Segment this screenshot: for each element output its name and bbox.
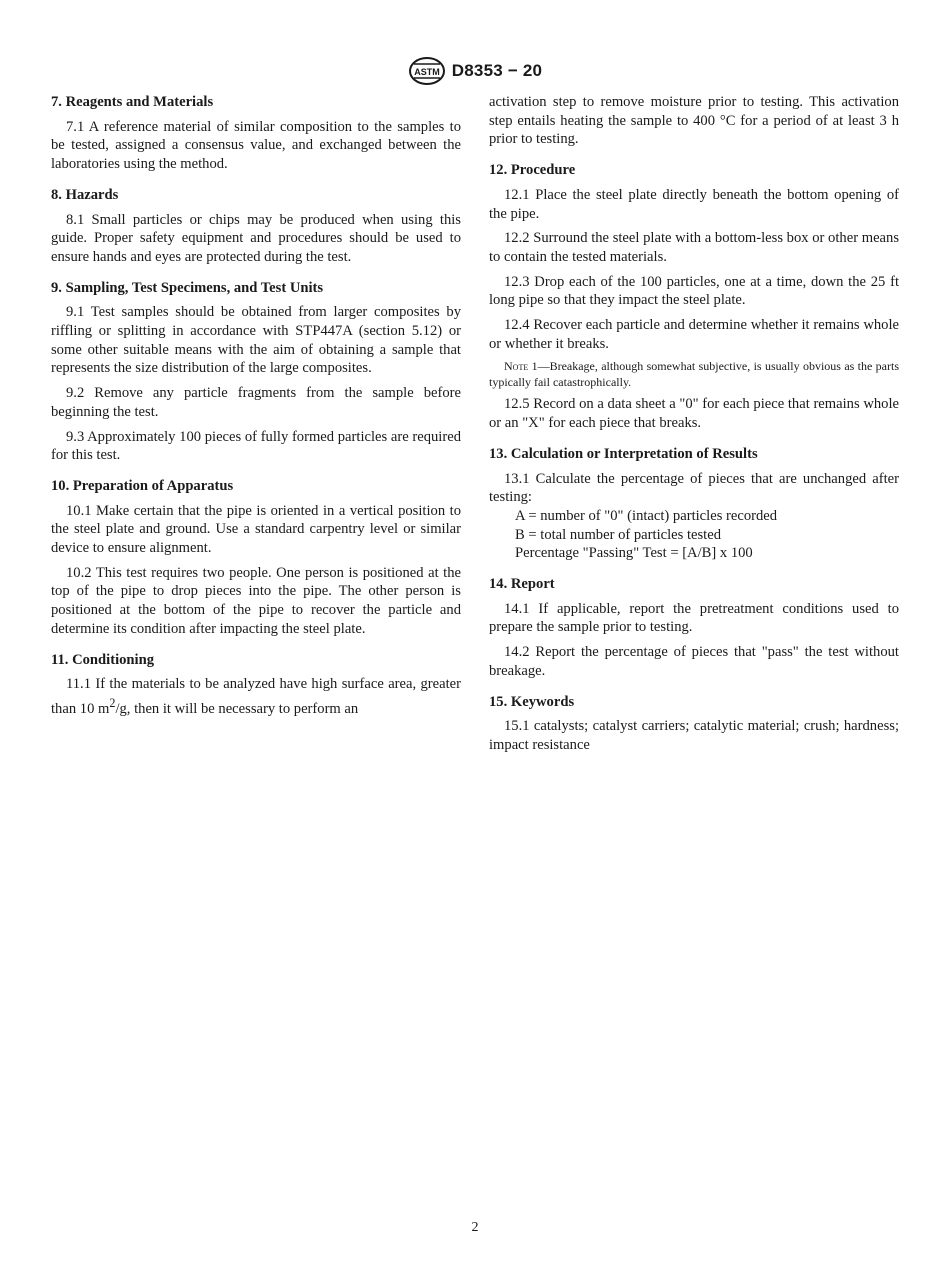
section-heading: 14. Report bbox=[489, 576, 555, 593]
page-header bbox=[0, 56, 950, 86]
section-10 bbox=[51, 477, 461, 639]
paragraph: 12.3 Drop each of the 100 particles, one at a time, down the 25 ft long pipe so that they impact the steel plate. bbox=[489, 273, 899, 309]
svg-text:ASTM: ASTM bbox=[414, 67, 440, 77]
paragraph: 9.1 Test samples should be obtained from larger composites by riffling or splitting in accordance with STP447A (section 5.12) or some other suitable means with the aim of obtaining a sample that represents the size distribution of the large composites. bbox=[51, 304, 461, 377]
paragraph: 8.1 Small particles or chips may be produced when using this guide. Proper safety equipment and procedures should be used to ensure hands and eyes are protected during the test. bbox=[51, 211, 461, 265]
paragraph: 12.1 Place the steel plate directly beneath the bottom opening of the pipe. bbox=[489, 186, 899, 222]
section-heading: 10. Preparation of Apparatus bbox=[51, 477, 234, 494]
astm-logo-icon bbox=[408, 56, 446, 86]
paragraph: 15.1 catalysts; catalyst carriers; catalytic material; crush; hardness; impact resistance bbox=[489, 718, 899, 753]
section-9 bbox=[51, 279, 461, 465]
section-7 bbox=[51, 93, 461, 174]
paragraph: 12.4 Recover each particle and determine whether it remains whole or whether it breaks. bbox=[489, 317, 899, 352]
paragraph: 13.1 Calculate the percentage of pieces that are unchanged after testing: bbox=[489, 470, 899, 506]
section-11-continued bbox=[489, 93, 899, 149]
section-heading: 12. Procedure bbox=[489, 162, 576, 179]
section-12 bbox=[489, 161, 899, 433]
text-run: /g, then it will be necessary to perform an bbox=[115, 700, 359, 717]
paragraph: 12.2 Surround the steel plate with a bottom-less box or other means to contain the tested materials. bbox=[489, 230, 899, 265]
paragraph: 7.1 A reference material of similar composition to the samples to be tested, assigned a consensus value, and exchanged between the laboratories using the method. bbox=[51, 118, 461, 173]
section-heading: 8. Hazards bbox=[51, 186, 119, 203]
section-13 bbox=[489, 445, 899, 563]
paragraph bbox=[51, 675, 461, 718]
formula-line: B = total number of particles tested bbox=[515, 526, 722, 543]
section-heading: 15. Keywords bbox=[489, 693, 575, 710]
paragraph: activation step to remove moisture prior to testing. This activation step entails heating the sample to 400 °C for a period of at least 3 h prior to testing. bbox=[489, 94, 899, 148]
note bbox=[489, 359, 899, 390]
superscript: 2 bbox=[109, 695, 116, 710]
left-column bbox=[51, 93, 461, 731]
section-8 bbox=[51, 186, 461, 267]
text-run: 11.1 If the materials to be analyzed have high surface area, greater than 10 m bbox=[51, 676, 461, 717]
paragraph: 9.3 Approximately 100 pieces of fully formed particles are required for this test. bbox=[51, 428, 461, 464]
formula-line: A = number of "0" (intact) particles recorded bbox=[515, 507, 778, 524]
formula-line: Percentage "Passing" Test = [A/B] x 100 bbox=[515, 545, 753, 562]
right-column bbox=[489, 93, 899, 767]
page-number: 2 bbox=[471, 1220, 479, 1235]
paragraph: 10.2 This test requires two people. One person is positioned at the top of the pipe to drop pieces into the pipe. The other person is positioned at the bottom of the pipe to recover the particle and determine its condition after impacting the steel plate. bbox=[51, 564, 461, 637]
paragraph: 14.1 If applicable, report the pretreatment conditions used to prepare the sample prior to testing. bbox=[489, 600, 899, 636]
note-label: Note 1 bbox=[504, 359, 538, 374]
section-heading: 7. Reagents and Materials bbox=[51, 94, 214, 110]
paragraph: 9.2 Remove any particle fragments from the sample before beginning the test. bbox=[51, 385, 461, 420]
section-heading: 11. Conditioning bbox=[51, 651, 155, 668]
section-11 bbox=[51, 651, 461, 719]
paragraph: 12.5 Record on a data sheet a "0" for each piece that remains whole or an "X" for each piece that breaks. bbox=[489, 396, 899, 432]
paragraph: 14.2 Report the percentage of pieces that "pass" the test without breakage. bbox=[489, 644, 899, 679]
section-14 bbox=[489, 575, 899, 681]
paragraph: 10.1 Make certain that the pipe is oriented in a vertical position to the steel plate and ground. Use a standard carpentry level or similar device to ensure alignment. bbox=[51, 502, 461, 557]
section-heading: 13. Calculation or Interpretation of Results bbox=[489, 445, 758, 462]
document-designation: D8353 − 20 bbox=[451, 61, 543, 80]
section-heading: 9. Sampling, Test Specimens, and Test Units bbox=[51, 279, 324, 296]
note-text: —Breakage, although somewhat subjective, is usually obvious as the parts typically fail catastrophically. bbox=[489, 359, 900, 389]
section-15 bbox=[489, 693, 899, 755]
